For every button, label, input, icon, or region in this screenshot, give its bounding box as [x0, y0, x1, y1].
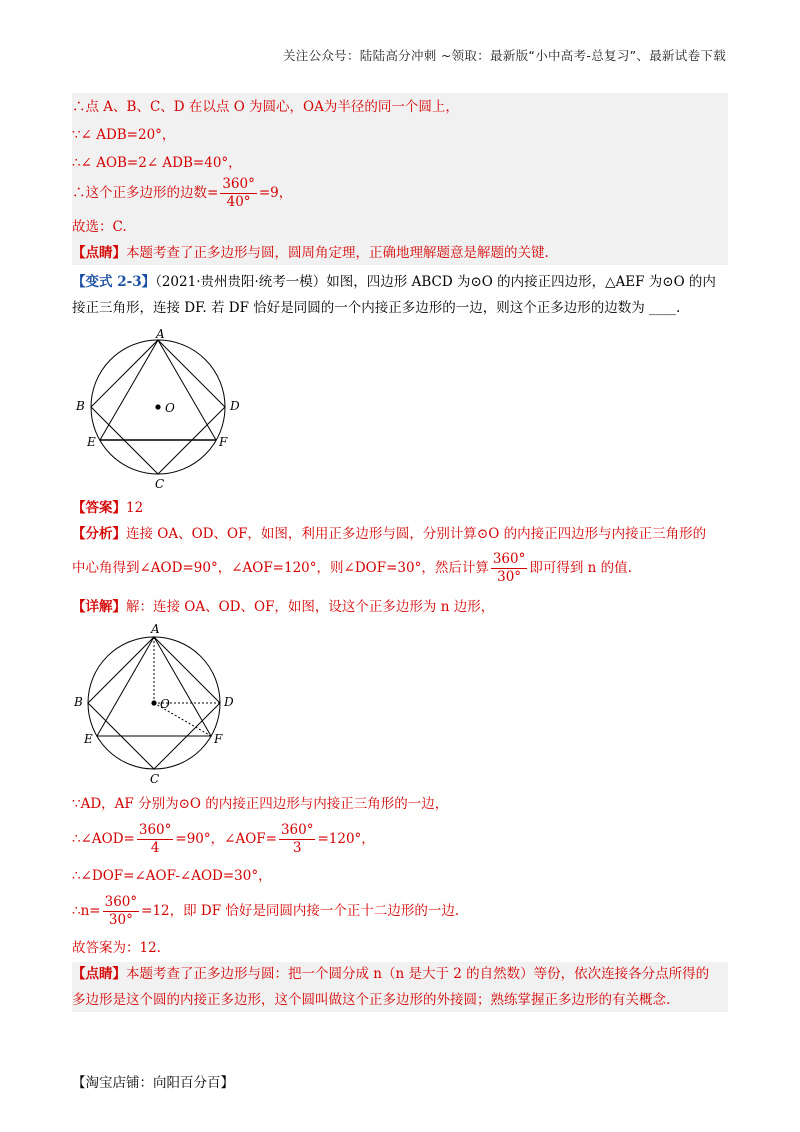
answer-value: 12 [126, 500, 144, 516]
detail-line [72, 597, 494, 617]
step2-text-c: =120°， [317, 831, 375, 847]
label-o: O [160, 697, 170, 711]
label-f: F [214, 732, 223, 746]
edge-count-label: ∴这个正多边形的边数= [72, 185, 219, 201]
label-a: A [151, 622, 160, 636]
circle-figure-2 [72, 622, 240, 787]
step4-text-a: ∴n= [72, 903, 101, 919]
block1-line4 [72, 175, 292, 211]
detail-text: 解：连接 OA、OD、OF，如图，设这个正多边形为 n 边形， [126, 599, 495, 615]
page-footer: 【淘宝店铺：向阳百分百】 [72, 1075, 234, 1091]
fraction-numerator: 360° [104, 894, 138, 910]
solution-step-5: 故答案为：12. [72, 940, 161, 956]
analysis-line1 [72, 524, 706, 544]
problem-line2: 接正三角形，连接 DF. 若 DF 恰好是同圆的一个内接正多边形的一边，则这个正多边形的边数为 ____. [72, 300, 681, 316]
label-e: E [84, 732, 93, 746]
comment-tag: 【点睛】 [72, 245, 126, 261]
problem-text-1: （2021·贵州贵阳·统考一模）如图，四边形 ABCD 为⊙O 的内接正四边形，△AEF 为⊙O 的内 [155, 274, 716, 290]
edge-count-fraction [220, 176, 257, 211]
analysis-line2 [72, 550, 632, 586]
step2-text-b: =90°，∠AOF= [175, 831, 277, 847]
solution-step-4 [72, 892, 459, 930]
comment-line1 [72, 964, 709, 984]
problem-line1 [72, 272, 716, 292]
analysis-text-3: 即可得到 n 的值. [529, 560, 632, 576]
block1-comment [72, 243, 549, 263]
answer-line [72, 498, 143, 518]
label-d: D [230, 399, 240, 413]
comment-line2: 多边形是这个圆的内接正多边形，这个圆叫做这个正多边形的外接圆；熟练掌握正多边形的有关概念. [72, 992, 671, 1008]
solution-step-1: ∵AD，AF 分别为⊙O 的内接正四边形与内接正三角形的一边， [72, 796, 449, 812]
triangle-aef [100, 340, 216, 440]
fraction-denominator: 4 [150, 840, 160, 856]
step4-text-b: =12，即 DF 恰好是同圆内接一个正十二边形的一边. [141, 903, 460, 919]
block1-line3: ∴∠ AOB=2∠ ADB=40°， [72, 155, 242, 171]
fraction-denominator: 30° [497, 569, 522, 585]
label-b: B [74, 695, 83, 709]
label-c: C [150, 772, 160, 786]
fraction-denominator: 30° [108, 912, 133, 928]
fraction-numerator: 360° [222, 176, 255, 192]
n-fraction [103, 894, 140, 929]
label-o: O [165, 401, 175, 415]
analysis-tag: 【分析】 [72, 526, 126, 542]
step2-text-a: ∴∠AOD= [72, 831, 135, 847]
label-e: E [87, 435, 96, 449]
comment-text: 本题考查了正多边形与圆，圆周角定理，正确地理解题意是解题的关键. [126, 245, 549, 261]
block1-line1: ∴点 A、B、C、D 在以点 O 为圆心，OA为半径的同一个圆上， [72, 99, 459, 115]
fraction-denominator: 3 [292, 840, 302, 856]
center-point [151, 700, 156, 705]
fraction-numerator: 360° [138, 822, 172, 838]
fraction-denominator: 40° [226, 194, 251, 210]
detail-tag: 【详解】 [72, 599, 126, 615]
solution-step-2 [72, 820, 375, 858]
solution-block-1 [72, 93, 728, 265]
page-header: 关注公众号：陆陆高分冲刺 ~领取：最新版“小中高考-总复习”、最新试卷下载 [282, 48, 726, 63]
label-b: B [76, 399, 85, 413]
label-f: F [219, 435, 228, 449]
label-c: C [155, 477, 165, 491]
circle-figure-1 [72, 322, 252, 492]
fraction-numerator: 360° [492, 551, 526, 567]
answer-tag: 【答案】 [72, 500, 126, 516]
comment-text-1: 本题考查了正多边形与圆：把一个圆分成 n（n 是大于 2 的自然数）等份，依次连接各分点所得的 [126, 966, 710, 982]
label-d: D [224, 695, 234, 709]
label-a: A [156, 327, 165, 341]
solution-step-3: ∴∠DOF=∠AOF-∠AOD=30°， [72, 868, 272, 884]
fraction-numerator: 360° [280, 822, 314, 838]
center-point [155, 404, 160, 409]
block1-line2: ∵∠ ADB=20°， [72, 127, 176, 143]
analysis-text-1: 连接 OA、OD、OF，如图，利用正多边形与圆，分别计算⊙O 的内接正四边形与内接正三角形的 [126, 526, 707, 542]
block1-line5: 故选：C. [72, 219, 127, 235]
aof-fraction [279, 822, 316, 857]
analysis-text-2: 中心角得到∠AOD=90°，∠AOF=120°，则∠DOF=30°，然后计算 [72, 560, 489, 576]
aod-fraction [137, 822, 174, 857]
problem-tag: 【变式 2-3】 [72, 274, 156, 290]
comment-tag: 【点睛】 [72, 966, 126, 982]
edge-count-result: =9， [258, 185, 293, 201]
analysis-fraction [491, 551, 528, 586]
comment-block [72, 962, 728, 1012]
